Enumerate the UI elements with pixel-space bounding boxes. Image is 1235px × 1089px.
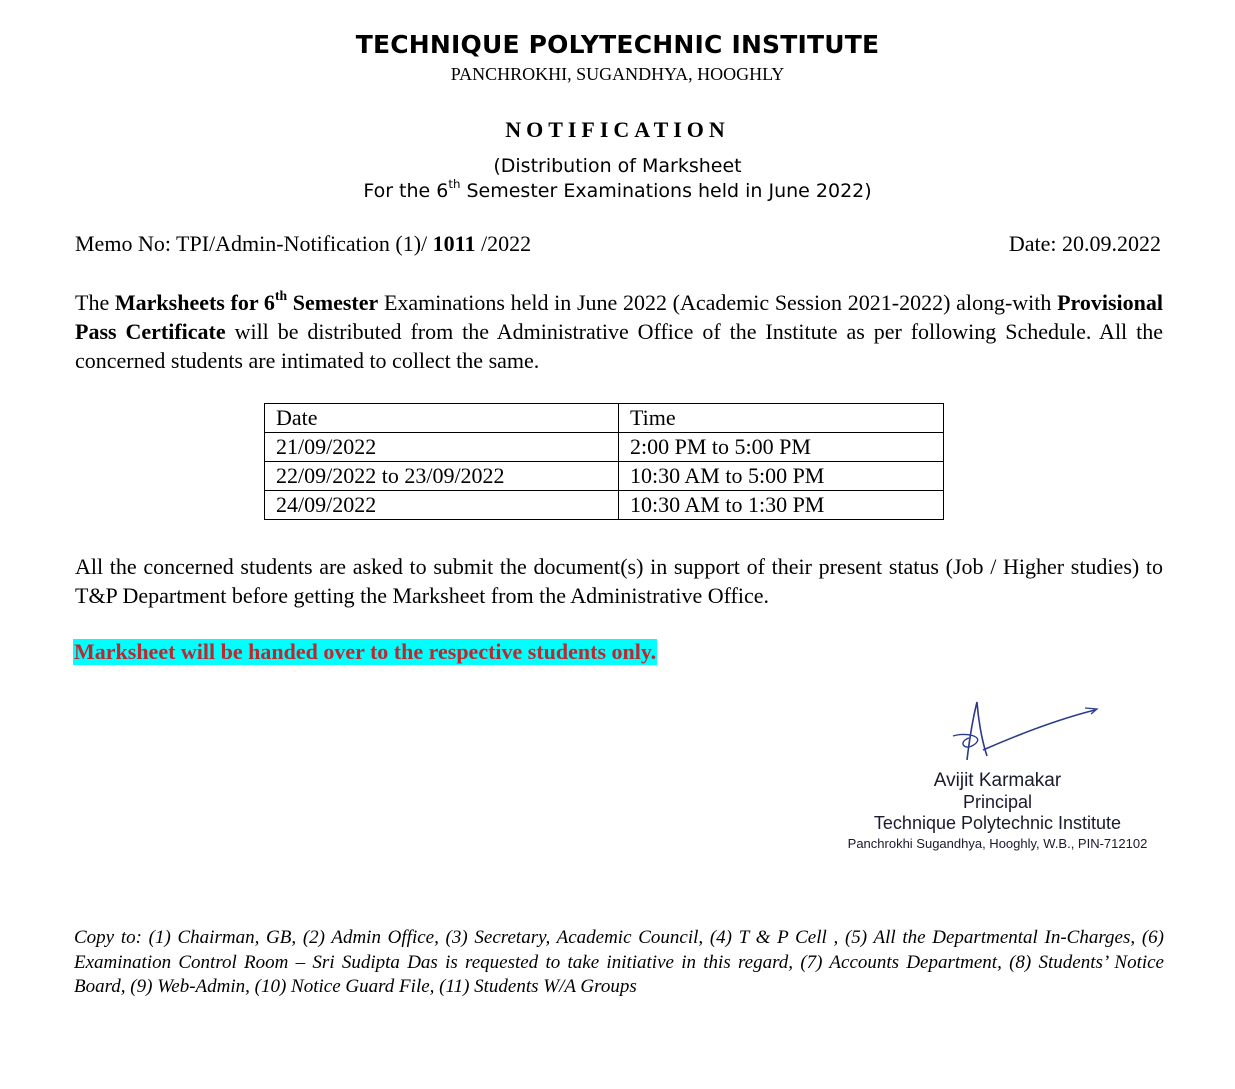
institute-name: TECHNIQUE POLYTECHNIC INSTITUTE <box>355 30 880 59</box>
signatory-name: Avijit Karmakar <box>933 770 1062 791</box>
paragraph-documents: All the concerned students are asked to submit the document(s) in support of their present status (Job / Higher studies) to T&P Department before getting the Marksheet from the Administrative Office. <box>75 554 1163 608</box>
p1-text-d: Examinations held in June 2022 (Academic Session 2021-2022) along-with <box>378 290 1058 315</box>
memo-number <box>75 231 531 257</box>
paragraph-distribution <box>75 288 1163 375</box>
notification-subtitle-line1: (Distribution of Marksheet <box>493 155 742 177</box>
memo-suffix: /2022 <box>475 231 532 256</box>
p1-bold-certificate: Provisional Pass Certificate <box>75 290 1164 344</box>
table-header-time: Time <box>619 404 944 433</box>
p1-bold-semester: Semester <box>287 290 379 315</box>
signatory-title: Principal <box>962 792 1033 812</box>
notification-subtitle-line2 <box>0 176 1235 202</box>
signatory-address: Panchrokhi Sugandhya, Hooghly, W.B., PIN-712102 <box>847 836 1148 851</box>
table-cell-time: 2:00 PM to 5:00 PM <box>619 433 944 462</box>
table-cell-time: 10:30 AM to 1:30 PM <box>619 491 944 520</box>
table-row <box>265 462 944 491</box>
p1-bold-marksheets: Marksheets for 6 <box>114 290 275 315</box>
subtitle-part-2: Semester Examinations held in June 2022) <box>460 180 872 202</box>
subtitle-part-1: For the 6 <box>363 180 449 202</box>
memo-prefix: Memo No: TPI/Admin-Notification (1)/ <box>75 231 433 256</box>
memo-date: Date: 20.09.2022 <box>1008 231 1161 256</box>
memo-serial: 1011 <box>432 231 476 256</box>
institute-address: PANCHROKHI, SUGANDHYA, HOOGHLY <box>450 64 785 84</box>
table-cell-time: 10:30 AM to 5:00 PM <box>619 462 944 491</box>
p1-sup: th <box>274 287 288 303</box>
table-cell-date: 22/09/2022 to 23/09/2022 <box>265 462 619 491</box>
table-header-row <box>265 404 944 433</box>
copy-to-list: Copy to: (1) Chairman, GB, (2) Admin Office, (3) Secretary, Academic Council, (4) T & P Cell , (5) All the Departmental In-Charges, (6) Examination Control Room – Sri Sudipta Das is requested to take initiative in this regard, (7) Accounts Department, (8) Students’ Notice Board, (9) Web-Admin, (10) Notice Guard File, (11) Students W/A Groups <box>74 927 1164 997</box>
table-cell-date: 21/09/2022 <box>265 433 619 462</box>
signature-icon <box>945 698 1105 768</box>
table-cell-date: 24/09/2022 <box>265 491 619 520</box>
subtitle-sup: th <box>448 176 461 191</box>
table-header-date: Date <box>265 404 619 433</box>
table-row <box>265 433 944 462</box>
notification-heading: NOTIFICATION <box>505 117 730 142</box>
p1-text-a: The <box>75 290 115 315</box>
signatory-institute: Technique Polytechnic Institute <box>873 813 1122 833</box>
schedule-table <box>264 403 944 520</box>
highlight-notice: Marksheet will be handed over to the respective students only. <box>74 639 657 664</box>
table-row <box>265 491 944 520</box>
p1-text-f: will be distributed from the Administrative Office of the Institute as per following Schedule. All the concerned students are intimated to collect the same. <box>75 319 1163 373</box>
